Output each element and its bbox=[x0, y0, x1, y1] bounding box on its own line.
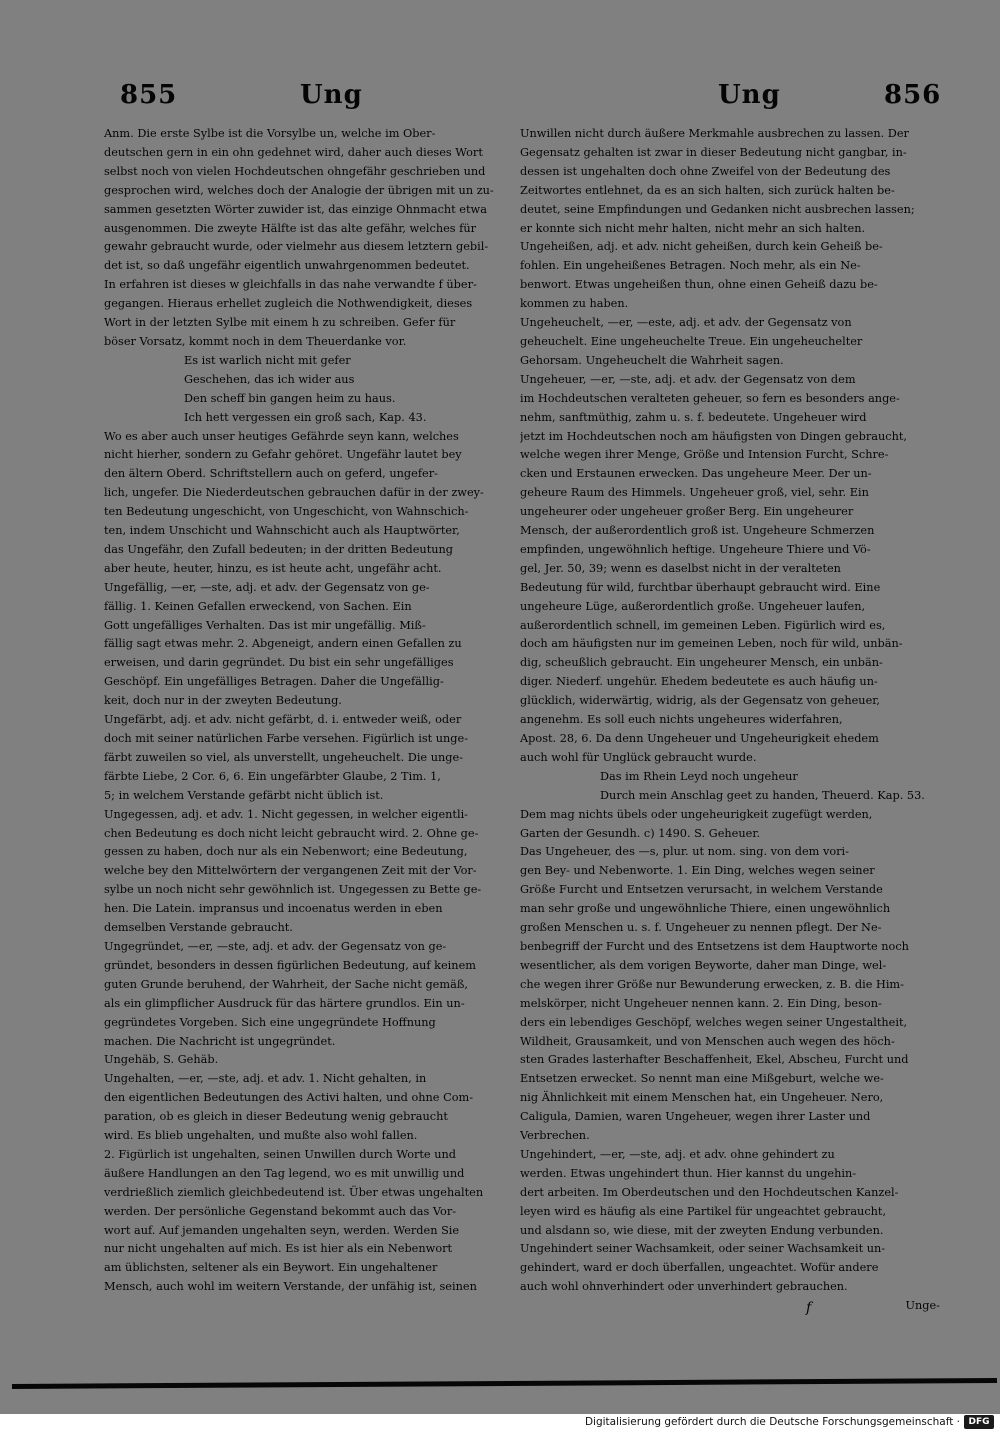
text-line: dert arbeiten. Im Oberdeutschen und den Hochdeutschen Kanzel- bbox=[520, 1185, 899, 1199]
text-line: gegründetes Vorgeben. Sich eine ungegründete Hoffnung bbox=[104, 1015, 436, 1029]
text-line: Das Ungeheuer, des —s, plur. ut nom. sing. von dem vori- bbox=[520, 845, 849, 859]
text-line: Verbrechen. bbox=[520, 1129, 590, 1143]
text-line: Ungehindert seiner Wachsamkeit, oder seiner Wachsamkeit un- bbox=[520, 1242, 886, 1256]
text-line: Ich hett vergessen ein groß sach, Kap. 43. bbox=[184, 410, 427, 424]
text-line: werden. Der persönliche Gegenstand bekommt auch das Vor- bbox=[104, 1204, 457, 1218]
text-line: gel, Jer. 50, 39; wenn es daselbst nicht in der veralteten bbox=[520, 561, 841, 575]
text-line: Ungehalten, —er, —ste, adj. et adv. 1. Nicht gehalten, in bbox=[104, 1072, 427, 1086]
text-line: che wegen ihrer Größe nur Bewunderung erwecken, z. B. die Him- bbox=[520, 977, 904, 991]
text-line: gen Bey- und Nebenworte. 1. Ein Ding, welches wegen seiner bbox=[520, 864, 875, 878]
text-line: In erfahren ist dieses w gleichfalls in das nahe verwandte f über- bbox=[104, 278, 477, 292]
text-line: Zeitwortes entlehnet, da es an sich halten, sich zurück halten be- bbox=[520, 183, 895, 197]
text-line: 5; in welchem Verstande gefärbt nicht üblich ist. bbox=[104, 788, 384, 802]
dfg-logo: DFG bbox=[964, 1415, 994, 1429]
text-line: benbegriff der Furcht und des Entsetzens ist dem Hauptworte noch bbox=[520, 939, 909, 953]
text-line: Ungehindert, —er, —ste, adj. et adv. ohne gehindert zu bbox=[520, 1147, 835, 1161]
text-line: Anm. Die erste Sylbe ist die Vorsylbe un, welche im Ober- bbox=[104, 127, 436, 140]
text-line: Wort in der letzten Sylbe mit einem h zu schreiben. Gefer für bbox=[104, 316, 456, 330]
text-line: Gegensatz gehalten ist zwar in dieser Bedeutung nicht gangbar, in- bbox=[520, 145, 907, 159]
text-line: Ungeheißen, adj. et adv. nicht geheißen, durch kein Geheiß be- bbox=[520, 240, 883, 254]
text-line: werden. Etwas ungehindert thun. Hier kannst du ungehin- bbox=[520, 1166, 857, 1180]
text-line: machen. Die Nachricht ist ungegründet. bbox=[104, 1034, 336, 1048]
text-line: geheure Raum des Himmels. Ungeheuer groß, viel, sehr. Ein bbox=[520, 486, 869, 500]
text-line: guten Grunde beruhend, der Wahrheit, der Sache nicht gemäß, bbox=[104, 977, 468, 991]
text-line: aber heute, heuter, hinzu, es ist heute acht, ungefähr acht. bbox=[104, 561, 442, 575]
text-line: Ungehäb, S. Gehäb. bbox=[104, 1053, 219, 1067]
text-line: hen. Die Latein. impransus und incoenatus werden in eben bbox=[104, 902, 443, 916]
text-line: wird. Es blieb ungehalten, und mußte also wohl fallen. bbox=[104, 1129, 418, 1143]
text-line: färbte Liebe, 2 Cor. 6, 6. Ein ungefärbter Glaube, 2 Tim. 1, bbox=[104, 769, 441, 783]
running-head-right: Ung bbox=[718, 80, 781, 110]
text-line: er konnte sich nicht mehr halten, nicht mehr an sich halten. bbox=[520, 221, 866, 235]
signature-mark: f bbox=[806, 1300, 812, 1316]
text-line: fohlen. Ein ungeheißenes Betragen. Noch mehr, als ein Ne- bbox=[520, 259, 861, 273]
page-number-left: 855 bbox=[120, 80, 178, 110]
text-line: Ungegründet, —er, —ste, adj. et adv. der Gegensatz von ge- bbox=[104, 939, 447, 953]
text-line: außerordentlich schnell, im gemeinen Leben. Figürlich wird es, bbox=[520, 618, 886, 632]
text-line: ten Bedeutung ungeschicht, von Ungeschicht, von Wahnschich- bbox=[104, 505, 469, 519]
text-line: verdrießlich ziemlich gleichbedeutend ist. Über etwas ungehalten bbox=[104, 1185, 484, 1199]
text-line: welche wegen ihrer Menge, Größe und Intension Furcht, Schre- bbox=[520, 448, 889, 462]
text-line: Geschöpf. Ein ungefälliges Betragen. Daher die Ungefällig- bbox=[104, 675, 444, 689]
text-line: sammen gesetzten Wörter zuwider ist, das einzige Ohnmacht etwa bbox=[104, 202, 487, 216]
text-line: erweisen, und darin gegründet. Du bist ein sehr ungefälliges bbox=[104, 656, 454, 670]
text-line: Gott ungefälliges Verhalten. Das ist mir ungefällig. Miß- bbox=[104, 618, 426, 632]
text-line: Caligula, Damien, waren Ungeheuer, wegen ihrer Laster und bbox=[520, 1110, 871, 1124]
catchword: Unge- bbox=[905, 1299, 940, 1313]
text-line: cken und Erstaunen erwecken. Das ungeheure Meer. Der un- bbox=[520, 467, 872, 481]
text-line: gesprochen wird, welches doch der Analogie der übrigen mit un zu- bbox=[104, 183, 494, 197]
text-line: Gehorsam. Ungeheuchelt die Wahrheit sagen. bbox=[520, 353, 784, 367]
text-line: sten Grades lasterhafter Beschaffenheit, Ekel, Abscheu, Furcht und bbox=[520, 1053, 909, 1067]
text-line: fällig sagt etwas mehr. 2. Abgeneigt, andern einen Gefallen zu bbox=[104, 637, 462, 651]
text-line: Größe Furcht und Entsetzen verursacht, in welchem Verstande bbox=[520, 883, 883, 897]
text-line: färbt zuweilen so viel, als unverstellt, ungeheuchelt. Die unge- bbox=[104, 750, 463, 764]
text-line: angenehm. Es soll euch nichts ungeheures widerfahren, bbox=[520, 713, 843, 727]
text-line: melskörper, nicht Ungeheuer nennen kann. 2. Ein Ding, beson- bbox=[520, 996, 882, 1010]
text-line: Dem mag nichts übels oder ungeheurigkeit zugefügt werden, bbox=[520, 807, 873, 821]
text-line: deutet, seine Empfindungen und Gedanken nicht ausbrechen lassen; bbox=[520, 202, 915, 216]
text-line: nig Ähnlichkeit mit einem Menschen hat, ein Ungeheuer. Nero, bbox=[520, 1091, 884, 1105]
text-line: am üblichsten, seltener als ein Beywort. Ein ungehaltener bbox=[104, 1261, 438, 1275]
text-line: welche bey den Mittelwörtern der vergangenen Zeit mit der Vor- bbox=[104, 864, 477, 878]
text-line: Entsetzen erwecket. So nennt man eine Mißgeburt, welche we- bbox=[520, 1072, 884, 1086]
text-line: auch wohl ohnverhindert oder unverhindert gebrauchen. bbox=[520, 1280, 848, 1294]
text-line: Ungegessen, adj. et adv. 1. Nicht gegessen, in welcher eigentli- bbox=[104, 807, 468, 821]
text-line: äußere Handlungen an den Tag legend, wo es mit unwillig und bbox=[104, 1166, 465, 1180]
text-line: den eigentlichen Bedeutungen des Activi halten, und ohne Com- bbox=[104, 1091, 474, 1105]
text-line: Durch mein Anschlag geet zu handen, Theuerd. Kap. 53. bbox=[600, 788, 925, 802]
text-line: doch mit seiner natürlichen Farbe versehen. Figürlich ist unge- bbox=[104, 732, 469, 745]
text-line: sylbe un noch nicht sehr gewöhnlich ist. Ungegessen zu Bette ge- bbox=[104, 883, 482, 897]
text-line: Das im Rhein Leyd noch ungeheur bbox=[600, 769, 798, 783]
text-line: gessen zu haben, doch nur als ein Nebenwort; eine Bedeutung, bbox=[104, 845, 468, 859]
text-line: Ungeheuer, —er, —ste, adj. et adv. der Gegensatz von dem bbox=[520, 372, 856, 386]
text-line: glücklich, widerwärtig, widrig, als der Gegensatz von geheuer, bbox=[520, 694, 881, 708]
text-line: det ist, so daß ungefähr eigentlich unwahrgenommen bedeutet. bbox=[104, 259, 470, 273]
text-line: auch wohl für Unglück gebraucht wurde. bbox=[520, 750, 757, 764]
text-line: Garten der Gesundh. c) 1490. S. Geheuer. bbox=[520, 826, 761, 840]
bottom-rule bbox=[12, 1378, 997, 1389]
text-line: wort auf. Auf jemanden ungehalten seyn, werden. Werden Sie bbox=[104, 1223, 460, 1237]
text-line: den ältern Oberd. Schriftstellern auch on geferd, ungefer- bbox=[104, 467, 438, 481]
text-line: Ungefällig, —er, —ste, adj. et adv. der Gegensatz von ge- bbox=[104, 580, 430, 594]
text-line: geheuchelt. Eine ungeheuchelte Treue. Ein ungeheuchelter bbox=[520, 334, 863, 348]
text-line: paration, ob es gleich in dieser Bedeutung wenig gebraucht bbox=[104, 1110, 448, 1124]
text-line: gewahr gebraucht wurde, oder vielmehr aus diesem letztern gebil- bbox=[104, 240, 489, 254]
text-line: Bedeutung für wild, furchtbar überhaupt gebraucht wird. Eine bbox=[520, 580, 881, 594]
text-line: selbst noch von vielen Hochdeutschen ohngefähr geschrieben und bbox=[104, 164, 486, 178]
text-line: nur nicht ungehalten auf mich. Es ist hier als ein Nebenwort bbox=[104, 1242, 453, 1256]
text-line: im Hochdeutschen veralteten geheuer, so fern es besonders ange- bbox=[520, 391, 900, 405]
text-line: leyen wird es häufig als eine Partikel für ungeachtet gebraucht, bbox=[520, 1204, 887, 1218]
text-line: nicht hierher, sondern zu Gefahr gehöret. Ungefähr lautet bey bbox=[104, 448, 462, 462]
text-line: fällig. 1. Keinen Gefallen erweckend, von Sachen. Ein bbox=[104, 599, 412, 613]
text-line: Mensch, der außerordentlich groß ist. Ungeheure Schmerzen bbox=[520, 524, 875, 538]
text-line: Ungeheuchelt, —er, —este, adj. et adv. der Gegensatz von bbox=[520, 316, 852, 330]
text-line: man sehr große und ungewöhnliche Thiere, einen ungewöhnlich bbox=[520, 902, 891, 916]
text-line: das Ungefähr, den Zufall bedeuten; in der dritten Bedeutung bbox=[104, 542, 454, 556]
text-line: kommen zu haben. bbox=[520, 297, 629, 311]
text-line: gehindert, ward er doch überfallen, ungeachtet. Wofür andere bbox=[520, 1261, 879, 1275]
text-line: nehm, sanftmüthig, zahm u. s. f. bedeutete. Ungeheuer wird bbox=[520, 410, 867, 424]
text-line: böser Vorsatz, kommt noch in dem Theuerdanke vor. bbox=[104, 334, 407, 348]
text-line: keit, doch nur in der zweyten Bedeutung. bbox=[104, 694, 342, 708]
text-line: 2. Figürlich ist ungehalten, seinen Unwillen durch Worte und bbox=[104, 1147, 456, 1161]
text-line: Unwillen nicht durch äußere Merkmahle ausbrechen zu lassen. Der bbox=[520, 127, 909, 140]
text-line: doch am häufigsten nur im gemeinen Leben, noch für wild, unbän- bbox=[520, 637, 903, 651]
right-text-column bbox=[520, 125, 944, 1316]
text-line: Es ist warlich nicht mit gefer bbox=[184, 353, 351, 367]
text-line: empfinden, ungewöhnlich heftige. Ungeheure Thiere und Vö- bbox=[520, 542, 871, 556]
text-line: benwort. Etwas ungeheißen thun, ohne einen Geheiß dazu be- bbox=[520, 278, 878, 292]
text-line: deutschen gern in ein ohn gedehnet wird, daher auch dieses Wort bbox=[104, 145, 483, 159]
text-line: ders ein lebendiges Geschöpf, welches wegen seiner Ungestaltheit, bbox=[520, 1015, 908, 1029]
text-line: gegangen. Hieraus erhellet zugleich die Nothwendigkeit, dieses bbox=[104, 297, 473, 311]
text-line: ungeheure Lüge, außerordentlich große. Ungeheuer laufen, bbox=[520, 599, 866, 613]
text-line: Ungefärbt, adj. et adv. nicht gefärbt, d. i. entweder weiß, oder bbox=[104, 713, 462, 727]
text-line: großen Menschen u. s. f. Ungeheuer zu nennen pflegt. Der Ne- bbox=[520, 921, 882, 935]
text-line: chen Bedeutung es doch nicht leicht gebraucht wird. 2. Ohne ge- bbox=[104, 826, 479, 840]
text-line: Geschehen, das ich wider aus bbox=[184, 372, 355, 386]
text-line: demselben Verstande gebraucht. bbox=[104, 921, 293, 935]
text-line: Wo es aber auch unser heutiges Gefährde seyn kann, welches bbox=[104, 429, 459, 443]
footer-credit: Digitalisierung gefördert durch die Deutsche Forschungsgemeinschaft · bbox=[584, 1416, 960, 1428]
text-line: dig, scheußlich gebraucht. Ein ungeheurer Mensch, ein unbän- bbox=[520, 656, 883, 670]
text-line: als ein glimpflicher Ausdruck für das härtere grundlos. Ein un- bbox=[104, 996, 465, 1010]
text-line: ten, indem Unschicht und Wahnschicht auch als Hauptwörter, bbox=[104, 524, 460, 538]
text-line: lich, ungefer. Die Niederdeutschen gebrauchen dafür in der zwey- bbox=[104, 486, 484, 500]
text-line: dessen ist ungehalten doch ohne Zweifel von der Bedeutung des bbox=[520, 164, 891, 178]
text-line: Mensch, auch wohl im weitern Verstande, der unfähig ist, seinen bbox=[104, 1280, 477, 1294]
left-text-column bbox=[104, 125, 516, 1297]
text-line: Den scheff bin gangen heim zu haus. bbox=[184, 391, 396, 405]
page-number-right: 856 bbox=[884, 80, 942, 110]
text-line: und alsdann so, wie diese, mit der zweyten Endung verbunden. bbox=[520, 1223, 884, 1237]
text-line: diger. Niederf. ungehür. Ehedem bedeutete es auch häufig un- bbox=[520, 675, 878, 689]
text-line: Apost. 28, 6. Da denn Ungeheuer und Ungeheurigkeit ehedem bbox=[520, 732, 879, 745]
text-line: Wildheit, Grausamkeit, und von Menschen auch wegen des höch- bbox=[520, 1034, 895, 1048]
text-line: jetzt im Hochdeutschen noch am häufigsten von Dingen gebraucht, bbox=[520, 429, 907, 443]
running-head-left: Ung bbox=[300, 80, 363, 110]
text-line: ausgenommen. Die zweyte Hälfte ist das alte gefähr, welches für bbox=[104, 221, 477, 235]
text-line: ungeheurer oder ungeheuer großer Berg. Ein ungeheurer bbox=[520, 505, 854, 519]
text-line: wesentlicher, als dem vorigen Beyworte, daher man Dinge, wel- bbox=[520, 958, 887, 972]
text-line: gründet, besonders in dessen figürlichen Bedeutung, auf keinem bbox=[104, 958, 476, 972]
